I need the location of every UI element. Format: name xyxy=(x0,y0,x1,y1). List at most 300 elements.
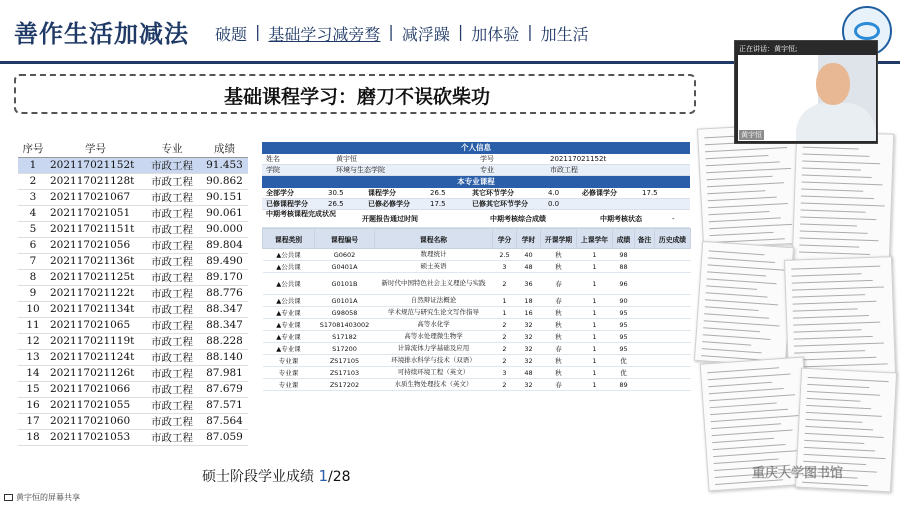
course-year: 1 xyxy=(577,295,613,307)
course-term: 秋 xyxy=(541,331,577,343)
rank-student-id: 202117021065 xyxy=(48,317,143,333)
course-score: 98 xyxy=(613,249,635,261)
rank-score: 89.490 xyxy=(201,253,248,269)
credit-value: 26.5 xyxy=(430,189,446,197)
course-col-header: 成绩 xyxy=(613,229,635,249)
slide-caption xyxy=(202,466,351,486)
notes-scribble xyxy=(710,403,777,409)
major-value: 市政工程 xyxy=(550,166,578,174)
rank-major: 市政工程 xyxy=(143,205,201,221)
course-name: 自然辩证法概论 xyxy=(375,295,493,307)
course-year: 1 xyxy=(577,249,613,261)
notes-scribble xyxy=(794,350,865,353)
course-col-header: 历史成绩 xyxy=(655,229,691,249)
course-row xyxy=(263,343,691,355)
notes-scribble xyxy=(709,388,784,394)
course-col-header: 学时 xyxy=(517,229,541,249)
rank-major: 市政工程 xyxy=(143,173,201,189)
course-type: ▲公共课 xyxy=(263,249,315,261)
course-year: 1 xyxy=(577,261,613,273)
course-name: 水质生物处理技术（英文） xyxy=(375,379,493,391)
rank-index: 3 xyxy=(18,189,48,205)
course-col-header: 课程名称 xyxy=(375,229,493,249)
course-row xyxy=(263,261,691,273)
course-credit: 1 xyxy=(493,295,517,307)
course-hours: 32 xyxy=(517,355,541,367)
ranking-row[interactable] xyxy=(18,397,248,413)
name-label: 姓名 xyxy=(266,155,280,163)
exam-state-value: - xyxy=(672,215,675,223)
rank-score: 89.804 xyxy=(201,237,248,253)
notes-scribble xyxy=(807,384,869,388)
rank-student-id: 202117021119t xyxy=(48,333,143,349)
credit-label: 其它环节学分 xyxy=(472,189,514,197)
notes-scribble xyxy=(713,444,786,450)
ranking-row[interactable] xyxy=(18,365,248,381)
notes-scribble xyxy=(709,224,792,229)
credit-value: 0.0 xyxy=(548,200,560,208)
course-remark xyxy=(635,273,655,295)
nav-item-life: 加生活 xyxy=(540,25,589,44)
course-credit: 2.5 xyxy=(493,249,517,261)
notes-scribble xyxy=(792,286,884,290)
course-remark xyxy=(635,367,655,379)
ranking-row[interactable] xyxy=(18,253,248,269)
screen-share-icon xyxy=(4,494,13,501)
credit-row xyxy=(262,188,690,199)
course-code: ZS17103 xyxy=(315,367,375,379)
course-credit: 2 xyxy=(493,343,517,355)
notes-scribble xyxy=(711,423,781,429)
course-name: 可持续环境工程（英文） xyxy=(375,367,493,379)
video-user-name: 黄宇恒 xyxy=(741,131,762,139)
nav-item-experience: 加体验 xyxy=(471,25,520,44)
nav-separator: | xyxy=(457,22,464,41)
rank-score: 87.981 xyxy=(201,365,248,381)
notes-scribble xyxy=(713,450,797,457)
rank-student-id: 202117021051 xyxy=(48,205,143,221)
course-hours: 48 xyxy=(517,261,541,273)
ranking-row[interactable] xyxy=(18,237,248,253)
ranking-row[interactable] xyxy=(18,269,248,285)
course-term: 秋 xyxy=(541,261,577,273)
rank-major: 市政工程 xyxy=(143,429,201,445)
course-col-header: 备注 xyxy=(635,229,655,249)
notes-scribble xyxy=(707,190,765,194)
course-code: G0401A xyxy=(315,261,375,273)
rank-index: 16 xyxy=(18,397,48,413)
ranking-row[interactable] xyxy=(18,205,248,221)
rank-major: 市政工程 xyxy=(143,349,201,365)
course-term: 春 xyxy=(541,379,577,391)
rank-score: 88.347 xyxy=(201,317,248,333)
handwritten-notes-collage xyxy=(698,126,896,496)
course-col-header: 学分 xyxy=(493,229,517,249)
col-header-student-id: 学号 xyxy=(48,140,143,157)
rank-student-id: 202117021134t xyxy=(48,301,143,317)
notes-scribble xyxy=(707,278,777,284)
credit-value xyxy=(638,199,690,209)
rank-major: 市政工程 xyxy=(143,413,201,429)
course-hours: 32 xyxy=(517,331,541,343)
course-score: 95 xyxy=(613,331,635,343)
notes-scribble xyxy=(802,161,880,165)
rank-index: 4 xyxy=(18,205,48,221)
notes-scribble xyxy=(706,292,768,297)
ranking-row[interactable] xyxy=(18,221,248,237)
notes-scribble xyxy=(707,271,766,276)
course-type: ▲专业课 xyxy=(263,319,315,331)
rank-student-id: 202117021122t xyxy=(48,285,143,301)
course-remark xyxy=(635,261,655,273)
course-score: 95 xyxy=(613,343,635,355)
nav-separator: | xyxy=(388,22,394,41)
notes-scribble xyxy=(802,175,872,178)
course-type: ▲专业课 xyxy=(263,331,315,343)
rank-major: 市政工程 xyxy=(143,237,201,253)
course-type: ▲公共课 xyxy=(263,295,315,307)
course-year: 1 xyxy=(577,367,613,379)
course-term: 秋 xyxy=(541,367,577,379)
col-header-index: 序号 xyxy=(18,140,48,157)
course-name: 硕士英语 xyxy=(375,261,493,273)
credit-label: 已修课程学分 xyxy=(266,200,308,208)
course-hours: 32 xyxy=(517,319,541,331)
rank-major: 市政工程 xyxy=(143,253,201,269)
course-remark xyxy=(635,249,655,261)
rank-student-id: 202117021126t xyxy=(48,365,143,381)
credit-value: 17.5 xyxy=(642,189,658,197)
course-credit: 2 xyxy=(493,331,517,343)
course-name: 环境排水科学与技术（双语） xyxy=(375,355,493,367)
notes-scribble xyxy=(712,438,774,443)
nav-item-reduce: 减浮躁 xyxy=(401,25,450,44)
course-row xyxy=(263,331,691,343)
rank-index: 9 xyxy=(18,285,48,301)
course-remark xyxy=(635,379,655,391)
exam-row xyxy=(262,210,690,228)
notes-scribble xyxy=(801,182,882,186)
rank-index: 14 xyxy=(18,365,48,381)
rank-major: 市政工程 xyxy=(143,333,201,349)
course-code: S17200 xyxy=(315,343,375,355)
info-row xyxy=(262,154,690,165)
course-history xyxy=(655,331,691,343)
course-term: 春 xyxy=(541,295,577,307)
rank-score: 88.776 xyxy=(201,285,248,301)
notes-scribble xyxy=(792,273,862,276)
course-col-header: 开课学期 xyxy=(541,229,577,249)
library-watermark: 重庆大学图书馆 xyxy=(752,466,844,481)
exam-status-label: 中期考核课程完成状况 xyxy=(266,210,336,218)
rank-index: 18 xyxy=(18,429,48,445)
notes-scribble xyxy=(804,454,886,459)
notes-scribble xyxy=(711,415,800,422)
course-type: ▲专业课 xyxy=(263,307,315,319)
notes-scribble xyxy=(794,342,884,346)
notes-scribble xyxy=(708,197,777,202)
speaker-head xyxy=(816,63,850,105)
ranking-table xyxy=(18,140,248,446)
rank-index: 6 xyxy=(18,237,48,253)
col-header-score: 成绩 xyxy=(201,140,248,157)
notes-scribble xyxy=(792,294,865,298)
course-row xyxy=(263,295,691,307)
speaker-body xyxy=(796,103,876,141)
rank-student-id: 202117021055 xyxy=(48,397,143,413)
rank-student-id: 202117021060 xyxy=(48,413,143,429)
notes-scribble xyxy=(710,409,788,415)
notes-scribble xyxy=(802,482,868,486)
rank-major: 市政工程 xyxy=(143,189,201,205)
notes-page xyxy=(792,130,894,263)
rank-major: 市政工程 xyxy=(143,301,201,317)
notes-scribble xyxy=(805,426,873,431)
rank-index: 13 xyxy=(18,349,48,365)
proposal-time-label: 开题报告通过时间 xyxy=(362,215,418,223)
name-value: 黄宇恒 xyxy=(336,155,357,163)
course-hours: 48 xyxy=(517,367,541,379)
rank-index: 15 xyxy=(18,381,48,397)
ranking-row[interactable] xyxy=(18,429,248,445)
course-hours: 32 xyxy=(517,343,541,355)
course-code: G0101A xyxy=(315,295,375,307)
course-code: ZS17202 xyxy=(315,379,375,391)
notes-scribble xyxy=(710,232,774,236)
rank-index: 8 xyxy=(18,269,48,285)
course-hours: 36 xyxy=(517,273,541,295)
course-credit: 3 xyxy=(493,261,517,273)
course-term: 春 xyxy=(541,273,577,295)
ranking-header-row xyxy=(18,140,248,157)
course-col-header: 上课学年 xyxy=(577,229,613,249)
ranking-row[interactable] xyxy=(18,349,248,365)
course-score: 优 xyxy=(613,367,635,379)
notes-scribble xyxy=(793,322,880,326)
rank-student-id: 202117021128t xyxy=(48,173,143,189)
rank-index: 2 xyxy=(18,173,48,189)
ranking-row[interactable] xyxy=(18,189,248,205)
course-code: ZS17105 xyxy=(315,355,375,367)
rank-score: 90.061 xyxy=(201,205,248,221)
notes-scribble xyxy=(705,299,778,305)
credit-label: 已修其它环节学分 xyxy=(472,200,528,208)
transcript-panel xyxy=(262,142,690,442)
course-name: 高等水化学 xyxy=(375,319,493,331)
course-history xyxy=(655,295,691,307)
section-courses: 本专业课程 xyxy=(262,176,690,188)
screen-share-label[interactable] xyxy=(4,492,80,503)
ranking-row[interactable] xyxy=(18,301,248,317)
course-term: 春 xyxy=(541,343,577,355)
id-value: 202117021152t xyxy=(550,155,607,163)
course-history xyxy=(655,319,691,331)
rank-student-id: 202117021152t xyxy=(48,157,143,173)
course-history xyxy=(655,343,691,355)
course-history xyxy=(655,273,691,295)
course-year: 1 xyxy=(577,307,613,319)
credit-label xyxy=(578,199,638,209)
notes-scribble xyxy=(793,329,861,332)
notes-scribble xyxy=(793,308,858,311)
course-type: 专业课 xyxy=(263,379,315,391)
notes-scribble xyxy=(708,257,775,263)
notes-scribble xyxy=(709,250,765,255)
course-remark xyxy=(635,319,655,331)
rank-score: 90.151 xyxy=(201,189,248,205)
notes-scribble xyxy=(709,217,781,222)
notes-scribble xyxy=(706,168,791,173)
notes-scribble xyxy=(707,182,784,187)
notes-scribble xyxy=(703,327,760,332)
notes-scribble xyxy=(801,210,866,213)
notes-scribble xyxy=(708,382,772,387)
notes-scribble xyxy=(800,217,876,221)
credit-label: 全部学分 xyxy=(266,189,294,197)
notes-scribble xyxy=(803,147,859,150)
course-code: G98058 xyxy=(315,307,375,319)
rank-major: 市政工程 xyxy=(143,157,201,173)
credit-value: 30.5 xyxy=(328,189,344,197)
course-history xyxy=(655,261,691,273)
course-row xyxy=(263,307,691,319)
credit-label: 必修课学分 xyxy=(582,189,617,197)
notes-scribble xyxy=(705,155,768,159)
course-year: 1 xyxy=(577,343,613,355)
course-credit: 3 xyxy=(493,367,517,379)
notes-scribble xyxy=(800,224,857,227)
course-type: 专业课 xyxy=(263,367,315,379)
slide-header-title: 善作生活加减法 xyxy=(14,19,189,48)
notes-scribble xyxy=(794,357,876,361)
course-score: 优 xyxy=(613,355,635,367)
notes-scribble xyxy=(802,168,861,171)
course-remark xyxy=(635,295,655,307)
rank-student-id: 202117021151t xyxy=(48,221,143,237)
college-label: 学院 xyxy=(266,166,280,174)
course-score: 96 xyxy=(613,273,635,295)
nav-item-basic-study: 基础学习减旁骛 xyxy=(268,25,381,44)
ranking-row[interactable] xyxy=(18,173,248,189)
rank-score: 90.862 xyxy=(201,173,248,189)
course-row xyxy=(263,249,691,261)
rank-major: 市政工程 xyxy=(143,221,201,237)
course-table xyxy=(262,228,691,391)
course-score: 88 xyxy=(613,261,635,273)
rank-score: 87.571 xyxy=(201,397,248,413)
credit-value: 4.0 xyxy=(548,189,560,197)
course-row xyxy=(263,367,691,379)
notes-scribble xyxy=(707,367,779,373)
rank-major: 市政工程 xyxy=(143,365,201,381)
ranking-row[interactable] xyxy=(18,413,248,429)
course-col-header: 课程类别 xyxy=(263,229,315,249)
notes-scribble xyxy=(804,440,864,444)
rank-index: 11 xyxy=(18,317,48,333)
header-nav xyxy=(215,22,589,45)
notes-scribble xyxy=(702,341,751,345)
course-code: G0602 xyxy=(315,249,375,261)
notes-scribble xyxy=(703,334,771,340)
course-history xyxy=(655,367,691,379)
notes-scribble xyxy=(808,377,889,382)
rank-index: 5 xyxy=(18,221,48,237)
ranking-row[interactable] xyxy=(18,317,248,333)
course-year: 1 xyxy=(577,379,613,391)
notes-scribble xyxy=(806,405,871,409)
ranking-row[interactable] xyxy=(18,157,248,173)
id-label: 学号 xyxy=(480,155,494,163)
exam-state-label: 中期考核状态 xyxy=(600,215,642,223)
page-total: /28 xyxy=(328,469,351,485)
course-hours: 16 xyxy=(517,307,541,319)
exam-score-label: 中期考核综合成绩 xyxy=(490,215,546,223)
course-score: 95 xyxy=(613,307,635,319)
course-name: 数理统计 xyxy=(375,249,493,261)
course-history xyxy=(655,307,691,319)
notes-scribble xyxy=(799,245,859,248)
course-score: 95 xyxy=(613,319,635,331)
notes-scribble xyxy=(709,394,795,401)
rank-student-id: 202117021053 xyxy=(48,429,143,445)
rank-score: 87.564 xyxy=(201,413,248,429)
course-credit: 2 xyxy=(493,273,517,295)
notes-scribble xyxy=(706,161,780,166)
ranking-row[interactable] xyxy=(18,381,248,397)
course-type: ▲公共课 xyxy=(263,261,315,273)
course-term: 秋 xyxy=(541,307,577,319)
ranking-row[interactable] xyxy=(18,333,248,349)
rank-major: 市政工程 xyxy=(143,317,201,333)
slide-subtitle: 基础课程学习：磨刀不误砍柴功 xyxy=(223,86,490,108)
course-type: ▲公共课 xyxy=(263,273,315,295)
credit-label: 课程学分 xyxy=(368,189,396,197)
course-hours: 32 xyxy=(517,379,541,391)
rank-student-id: 202117021136t xyxy=(48,253,143,269)
notes-scribble xyxy=(804,447,875,452)
course-code: S17182 xyxy=(315,331,375,343)
course-name: 高等水处理微生物学 xyxy=(375,331,493,343)
course-header-row xyxy=(263,229,691,249)
course-year: 1 xyxy=(577,331,613,343)
notes-scribble xyxy=(708,373,791,380)
nav-separator: | xyxy=(527,22,533,41)
course-term: 秋 xyxy=(541,319,577,331)
rank-score: 91.453 xyxy=(201,157,248,173)
course-row xyxy=(263,273,691,295)
notes-scribble xyxy=(807,391,880,396)
rank-major: 市政工程 xyxy=(143,381,201,397)
notes-scribble xyxy=(707,176,773,180)
rank-index: 7 xyxy=(18,253,48,269)
course-credit: 2 xyxy=(493,355,517,367)
speaker-video-thumbnail[interactable] xyxy=(734,40,878,144)
course-type: 专业课 xyxy=(263,355,315,367)
course-name: 计算流体力学基础及应用 xyxy=(375,343,493,355)
course-score: 89 xyxy=(613,379,635,391)
course-credit: 2 xyxy=(493,379,517,391)
rank-score: 88.347 xyxy=(201,301,248,317)
subtitle-frame xyxy=(14,74,696,114)
rank-index: 17 xyxy=(18,413,48,429)
rank-score: 88.140 xyxy=(201,349,248,365)
rank-index: 1 xyxy=(18,157,48,173)
course-name: 学术规范与研究生论文写作指导 xyxy=(375,307,493,319)
notes-scribble xyxy=(807,398,861,402)
rank-score: 89.170 xyxy=(201,269,248,285)
ranking-row[interactable] xyxy=(18,285,248,301)
credit-label: 已修必修学分 xyxy=(368,200,410,208)
